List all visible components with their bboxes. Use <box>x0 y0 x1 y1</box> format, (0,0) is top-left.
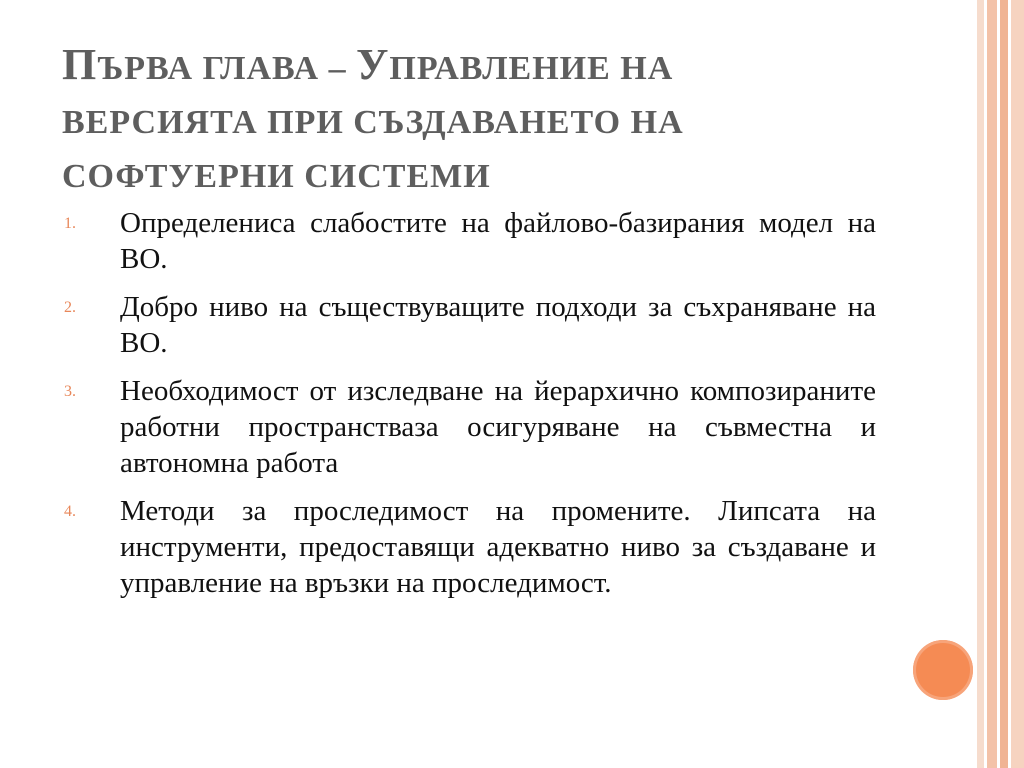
title-initial: У <box>356 40 390 89</box>
list-item <box>62 373 876 481</box>
item-number: 4. <box>64 503 76 520</box>
slide-title <box>62 38 862 204</box>
item-text: Необходимост от изследване на йерархично композираните работни пространстваза осигуряване на съвместна и автономна работа <box>120 375 876 479</box>
title-initial: П <box>62 40 98 89</box>
decor-stripe <box>987 0 997 768</box>
decor-circle <box>913 640 973 700</box>
title-part: ЪРВА ГЛАВА – <box>97 50 357 87</box>
item-text: Добро ниво на съществуващите подходи за съхраняване на ВО. <box>120 291 876 359</box>
list-item <box>62 289 876 361</box>
list-item <box>62 493 876 601</box>
decor-stripe <box>977 0 984 768</box>
title-part: ПРАВЛЕНИЕ НА ВЕРСИЯТА ПРИ СЪЗДАВАНЕТО НА СОФТУЕРНИ СИСТЕМИ <box>62 50 684 195</box>
decor-stripe <box>1011 0 1024 768</box>
item-number: 3. <box>64 383 76 400</box>
bullet-list <box>62 205 876 613</box>
item-text: Методи за проследимост на промените. Липсата на инструменти, предоставящи адекватно ниво за създаване и управление на връзки на проследимост. <box>120 495 876 599</box>
item-number: 1. <box>64 215 76 232</box>
decor-stripe <box>1000 0 1008 768</box>
item-number: 2. <box>64 299 76 316</box>
item-text: Определениса слабостите на файлово-базирания модел на ВО. <box>120 207 876 275</box>
list-item <box>62 205 876 277</box>
